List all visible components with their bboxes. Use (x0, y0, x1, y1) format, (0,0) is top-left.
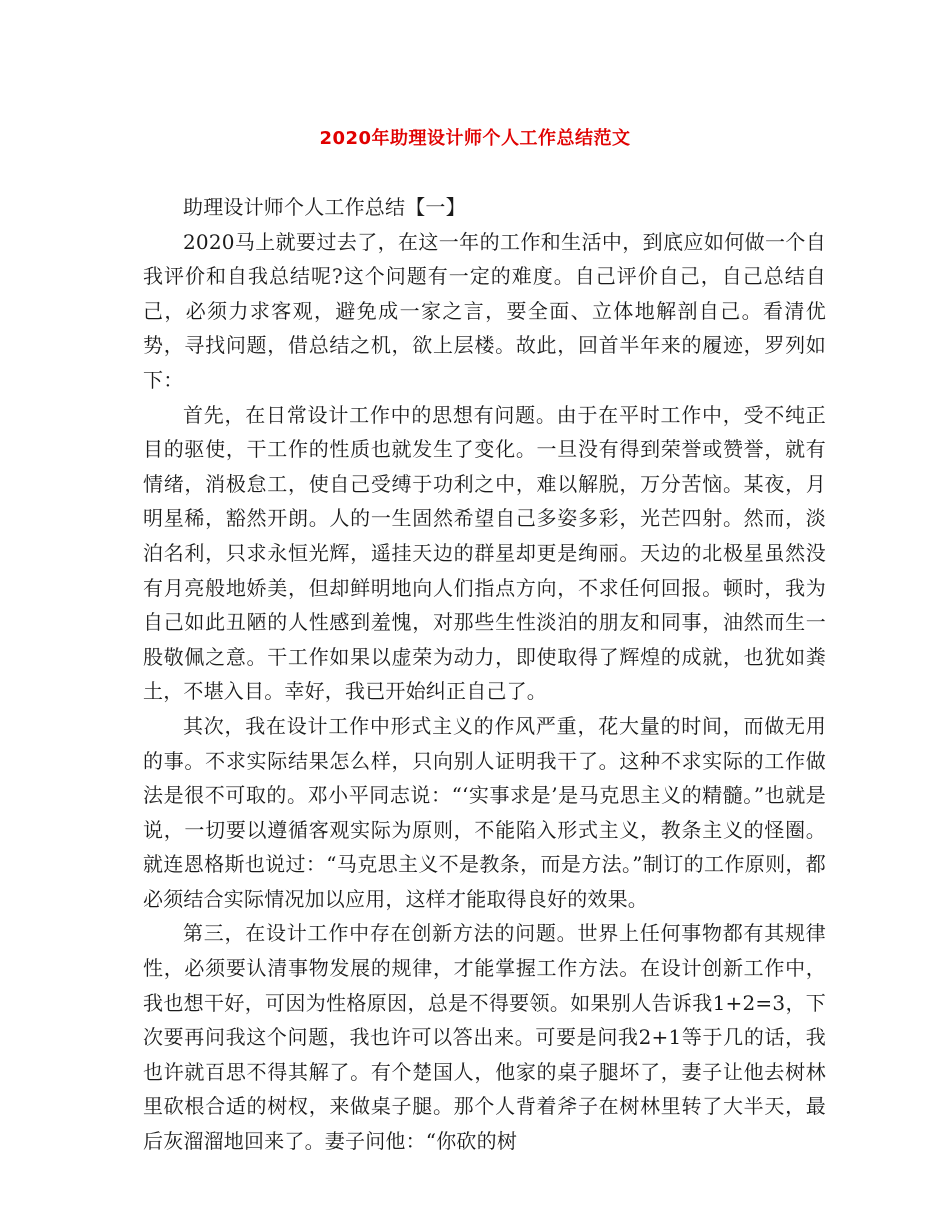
paragraph-first-point: 首先，在日常设计工作中的思想有问题。由于在平时工作中，受不纯正目的驱使，干工作的性质也就发生了变化。一旦没有得到荣誉或赞誉，就有情绪，消极怠工，使自己受缚于功利之中，难以解脱，万分苦恼。某夜，月明星稀，豁然开朗。人的一生固然希望自己多姿多彩，光芒四射。然而，淡泊名利，只求永恒光辉，遥挂天边的群星却更是绚丽。天边的北极星虽然没有月亮般地娇美，但却鲜明地向人们指点方向，不求任何回报。顿时，我为自己如此丑陋的人性感到羞愧，对那些生性淡泊的朋友和同事，油然而生一股敬佩之意。干工作如果以虚荣为动力，即使取得了辉煌的成就，也犹如粪土，不堪入目。幸好，我已开始纠正自己了。 (143, 402, 826, 704)
paragraph-third-point: 第三，在设计工作中存在创新方法的问题。世界上任何事物都有其规律性，必须要认清事物发展的规律，才能掌握工作方法。在设计创新工作中，我也想干好，可因为性格原因，总是不得要领。如果别人告诉我1+2=3，下次要再问我这个问题，我也许可以答出来。可要是问我2+1等于几的话，我也许就百思不得其解了。有个楚国人，他家的桌子腿坏了，妻子让他去树林里砍根合适的树杈，来做桌子腿。那个人背着斧子在树林里转了大半天，最后灰溜溜地回来了。妻子问他：“你砍的树 (143, 921, 826, 1154)
section-heading: 助理设计师个人工作总结【一】 (183, 195, 466, 219)
document-title: 2020年助理设计师个人工作总结范文 (319, 128, 631, 149)
paragraph-second-point: 其次，我在设计工作中形式主义的作风严重，花大量的时间，而做无用的事。不求实际结果怎么样，只向别人证明我干了。这种不求实际的工作做法是很不可取的。邓小平同志说：“‘实事求是’是马克思主义的精髓。”也就是说，一切要以遵循客观实际为原则，不能陷入形式主义，教条主义的怪圈。就连恩格斯也说过：“马克思主义不是教条，而是方法。”制订的工作原则，都必须结合实际情况加以应用，这样才能取得良好的效果。 (143, 713, 826, 911)
document-body (143, 190, 826, 1159)
paragraph-intro: 2020马上就要过去了，在这一年的工作和生活中，到底应如何做一个自我评价和自我总结呢?这个问题有一定的难度。自己评价自己，自己总结自己，必须力求客观，避免成一家之言，要全面、立体地解剖自己。看清优势，寻找问题，借总结之机，欲上层楼。故此，回首半年来的履迹，罗列如下： (143, 229, 826, 392)
